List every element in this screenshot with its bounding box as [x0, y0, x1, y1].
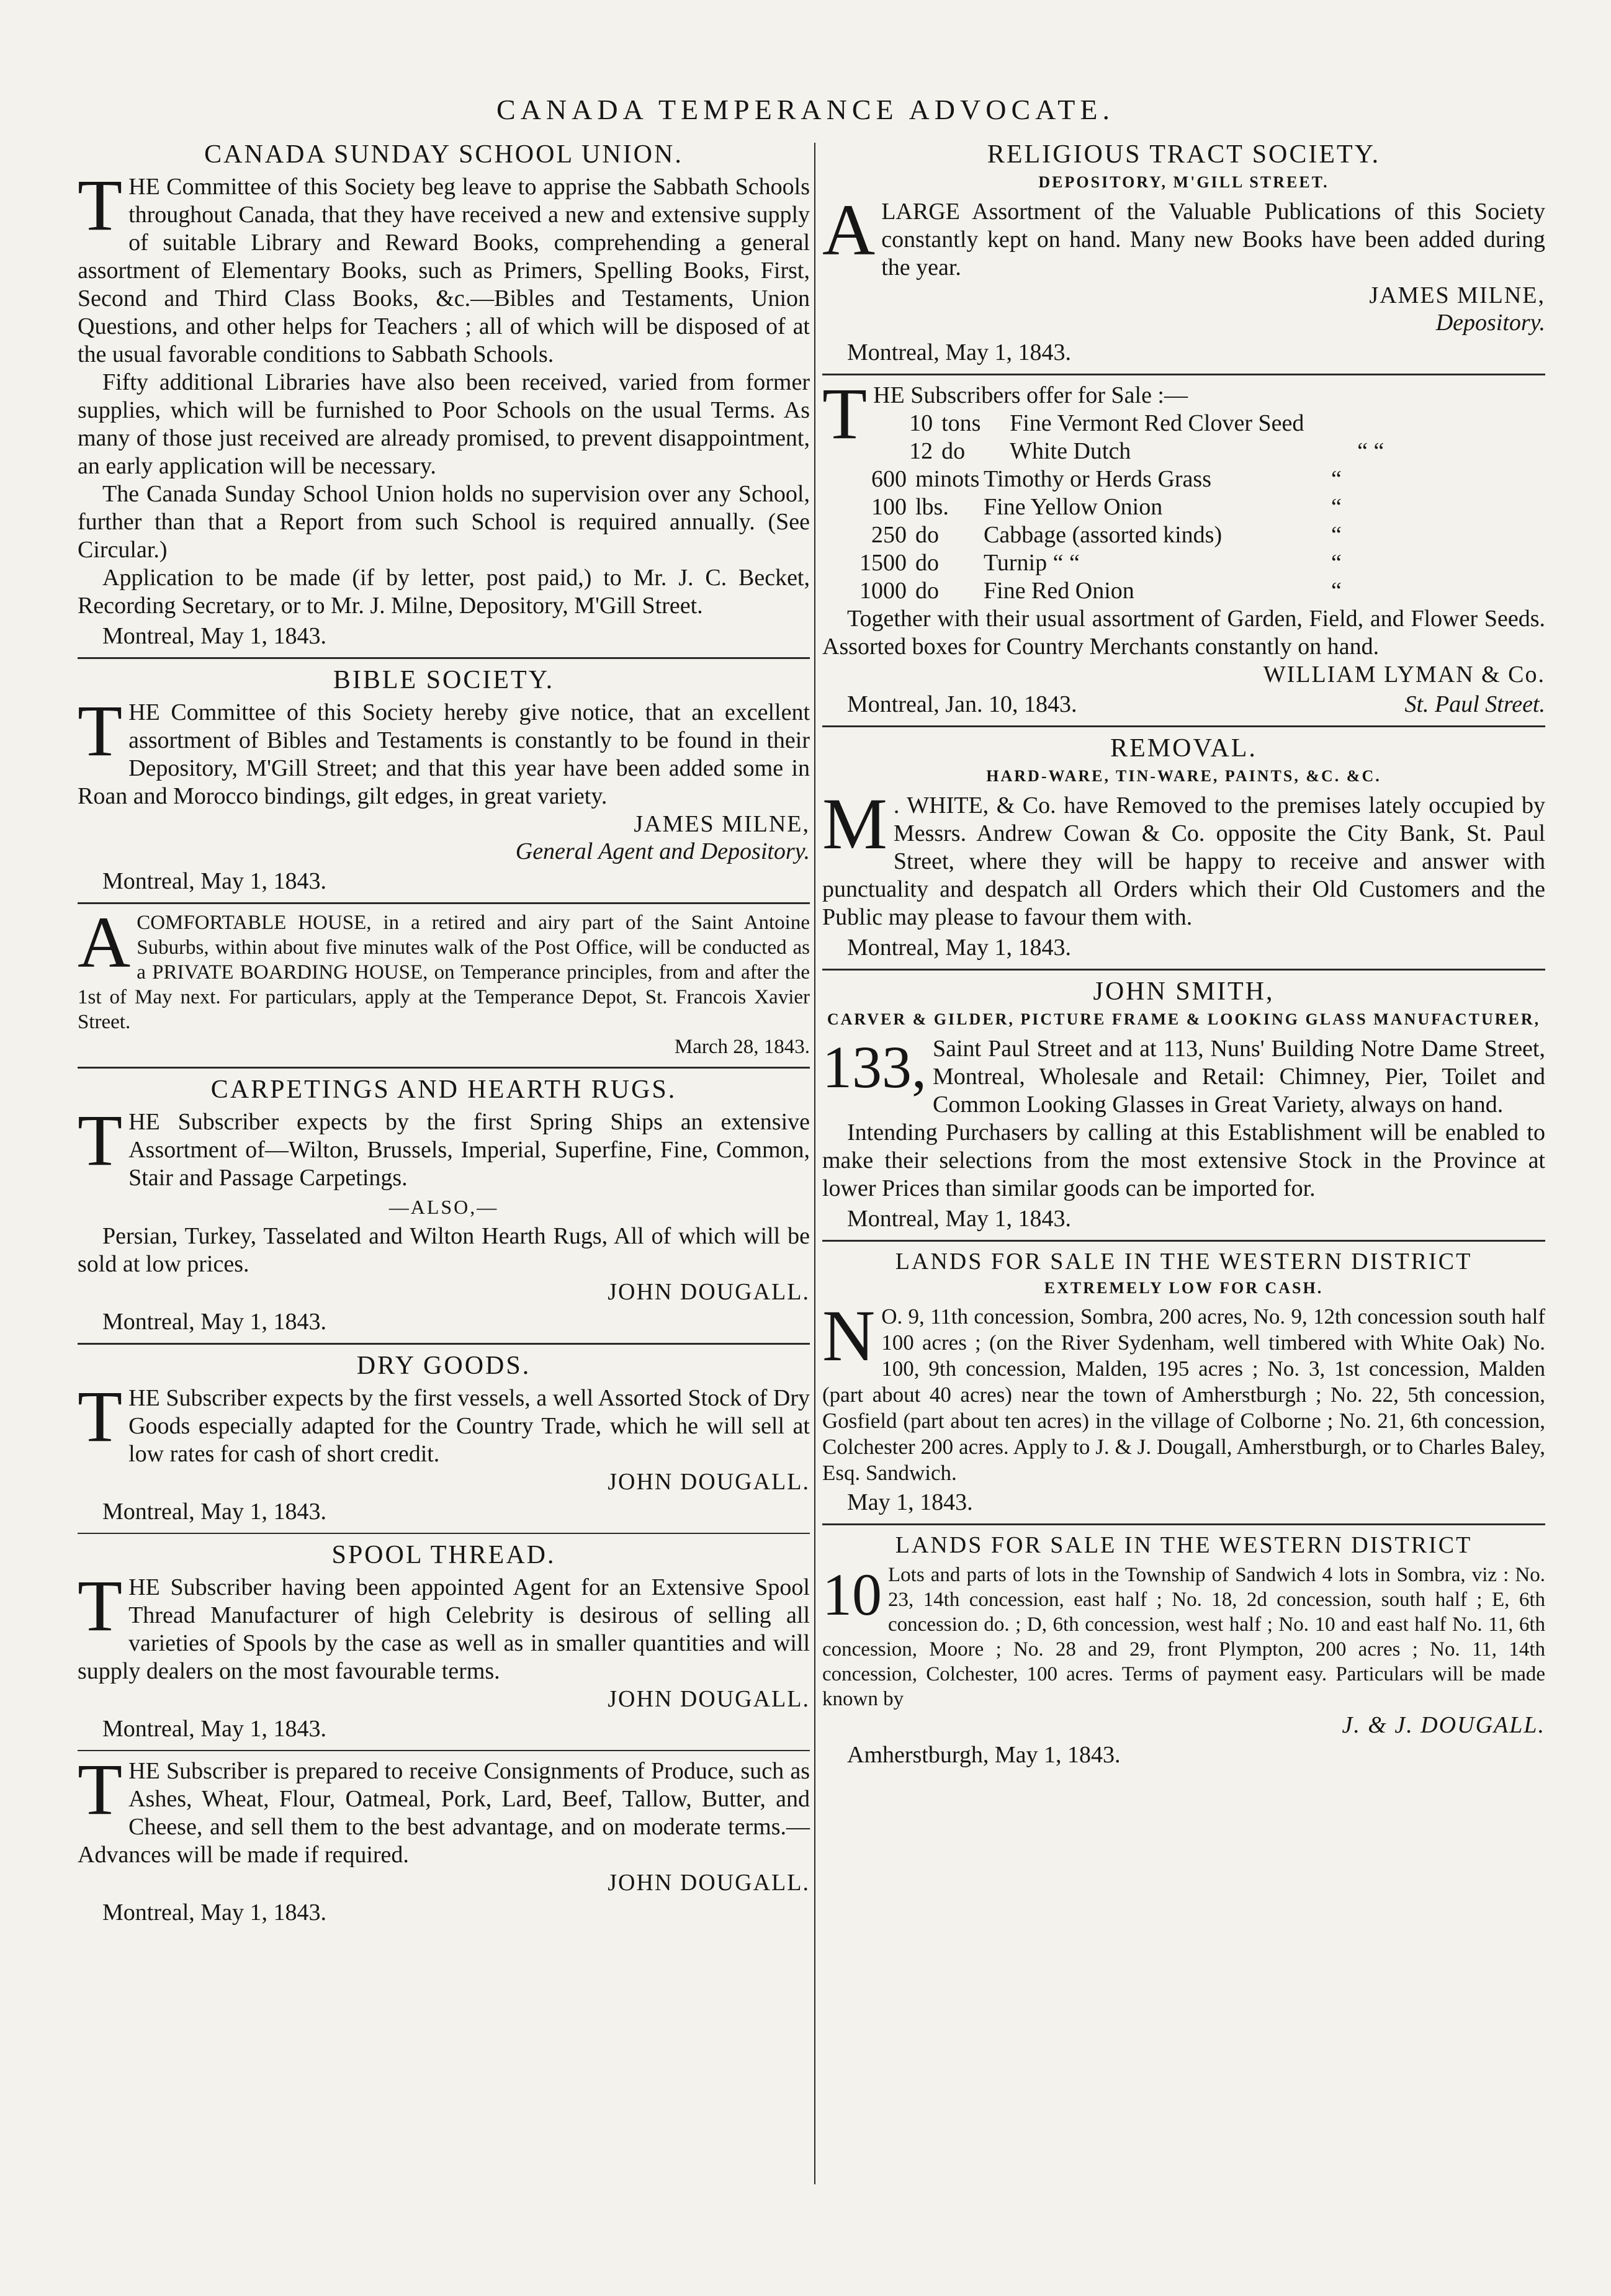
drop-cap: T	[78, 1100, 123, 1181]
paragraph: O. 9, 11th concession, Sombra, 200 acres, No. 9, 12th concession south half 100 acres ; (on the River Sydenham, well timbered with White Oak) No. 100, 9th concession, Malden, 195 acres ; No. 3, 1st concession, Malden (part about 40 acres) near the town of Amherstburgh ; No. 22, 5th concession, Gosfield (part about ten acres) in the village of Colborne ; No. 21, 6th concession, Colchester 200 acres. Apply to J. & J. Dougall, Amherstburgh, or to Charles Baley, Esq. Sandwich.	[822, 1304, 1545, 1485]
seed-cell: do	[915, 578, 939, 604]
drop-cap: M	[822, 783, 887, 864]
ad-title: BIBLE SOCIETY.	[333, 666, 555, 694]
ad-body	[822, 783, 1545, 931]
rule	[78, 902, 810, 904]
paragraph: Together with their usual assortment of Garden, Field, and Flower Seeds. Assorted boxes for Country Merchants constantly on hand.	[822, 606, 1545, 660]
rule	[78, 657, 810, 659]
left-column	[78, 140, 810, 1926]
ad-title: REMOVAL.	[1110, 734, 1257, 763]
dateline: Montreal, May 1, 1843.	[102, 1899, 326, 1926]
signature: WILLIAM LYMAN & Co.	[1263, 661, 1545, 688]
seed-row	[847, 493, 1545, 521]
seed-cell: 12	[909, 438, 933, 464]
paragraph: COMFORTABLE HOUSE, in a retired and airy part of the Saint Antoine Suburbs, within about five minutes walk of the Post Office, will be conducted as a PRIVATE BOARDING HOUSE, on Temperance principles, from and after the 1st of May next. For particulars, apply at the Temperance Depot, St. Francois Xavier Street.	[78, 912, 810, 1033]
seed-cell: do	[941, 438, 966, 464]
seed-row	[847, 521, 1545, 549]
drop-cap: T	[78, 164, 123, 246]
dateline-row	[847, 691, 1545, 718]
rule	[78, 1343, 810, 1345]
paragraph: The Canada Sunday School Union holds no supervision over any School, further than that a Report from such School is required annually. (See Circular.)	[78, 481, 810, 563]
ad-body	[78, 1376, 810, 1468]
dry-goods-ad	[78, 1351, 810, 1525]
ad-body	[822, 1035, 1545, 1203]
ad-body	[822, 1563, 1545, 1711]
seed-cell: 1000	[859, 578, 907, 604]
seed-row	[873, 410, 1545, 437]
ad-body	[78, 690, 810, 810]
rule	[822, 1240, 1545, 1242]
drop-cap: T	[78, 1376, 123, 1457]
also-separator: —ALSO,—	[388, 1196, 499, 1218]
seed-cell: White Dutch	[1010, 438, 1131, 464]
ad-title: DRY GOODS.	[356, 1352, 531, 1380]
rule	[822, 969, 1545, 971]
seed-cell	[1357, 410, 1545, 437]
ad-title: LANDS FOR SALE IN THE WESTERN DISTRICT	[895, 1532, 1473, 1558]
seed-cell: Fine Red Onion	[984, 578, 1134, 604]
signature: JAMES MILNE,	[1369, 282, 1545, 308]
seed-cell: “	[1331, 550, 1342, 576]
paragraph: HE Subscriber is prepared to receive Consignments of Produce, such as Ashes, Wheat, Flour, Oatmeal, Pork, Lard, Beef, Tallow, Butter, and Cheese, and sell them to the best advantage, and on moderate terms.—Advances will be made if required.	[78, 1758, 810, 1868]
sunday-school-ad	[78, 140, 810, 650]
right-column	[822, 140, 1545, 1769]
dateline: Amherstburgh, May 1, 1843.	[847, 1742, 1121, 1768]
ad-title: CARPETINGS AND HEARTH RUGS.	[210, 1075, 677, 1104]
drop-cap: A	[822, 189, 876, 271]
paragraph: HE Subscribers offer for Sale :—	[873, 382, 1188, 408]
spool-thread-ad	[78, 1540, 810, 1742]
carpetings-ad	[78, 1075, 810, 1335]
ad-body	[822, 1295, 1545, 1486]
drop-cap: A	[78, 902, 131, 983]
seed-cell: Turnip “ “	[984, 550, 1080, 576]
ad-subtitle: EXTREMELY LOW FOR CASH.	[1044, 1279, 1324, 1297]
drop-number: 10	[822, 1561, 882, 1628]
paragraph: LARGE Assortment of the Valuable Publications of this Society constantly kept on hand. Many new Books have been added during the year.	[881, 199, 1545, 280]
paragraph: Fifty additional Libraries have also been received, varied from former supplies, which will be furnished to Poor Schools on the usual Terms. As many of those just received are already promised, to prevent disappointment, an early application will be necessary.	[78, 369, 810, 479]
signature: JOHN DOUGALL.	[608, 1870, 810, 1896]
seeds-ad	[822, 373, 1545, 718]
drop-cap: T	[78, 1749, 123, 1830]
seed-cell: Fine Yellow Onion	[984, 494, 1163, 520]
ad-body	[78, 164, 810, 620]
drop-cap: N	[822, 1295, 876, 1376]
dateline: Montreal, May 1, 1843.	[847, 339, 1071, 365]
seed-cell: “	[1331, 522, 1342, 548]
signature: JOHN DOUGALL.	[608, 1469, 810, 1495]
rule	[78, 1533, 810, 1534]
ad-title: RELIGIOUS TRACT SOCIETY.	[987, 140, 1381, 169]
seed-cell: tons	[941, 410, 981, 436]
seed-cell: 1500	[859, 550, 907, 576]
seed-cell: 10	[909, 410, 933, 436]
lands-for-sale-ad-2	[822, 1531, 1545, 1769]
signature: JAMES MILNE,	[634, 811, 810, 837]
dateline: Montreal, May 1, 1843.	[102, 623, 326, 649]
seed-cell: “	[1331, 466, 1342, 492]
dateline: Montreal, May 1, 1843.	[102, 1499, 326, 1525]
paragraph: HE Subscriber expects by the first Spring Ships an extensive Assortment of—Wilton, Brussels, Imperial, Superfine, Fine, Common, Stair and Passage Carpetings.	[128, 1109, 810, 1191]
drop-cap: T	[78, 1565, 123, 1646]
seed-cell: lbs.	[915, 494, 949, 520]
paragraph: Intending Purchasers by calling at this Establishment will be enabled to make their selections from the most extensive Stock in the Province at lower Prices than similar goods can be imported for.	[822, 1119, 1545, 1201]
paragraph: . WHITE, & Co. have Removed to the premises lately occupied by Messrs. Andrew Cowan & Co. opposite the City Bank, St. Paul Street, where they will be happy to receive and answer with punctuality and despatch all Orders which their Old Customers and the Public may please to favour them with.	[822, 792, 1545, 930]
rule	[78, 1750, 810, 1751]
ad-subtitle: CARVER & GILDER, PICTURE FRAME & LOOKING GLASS MANUFACTURER,	[827, 1010, 1541, 1028]
ad-title: SPOOL THREAD.	[331, 1541, 556, 1569]
seed-cell: minots	[915, 466, 980, 492]
dateline: May 1, 1843.	[847, 1489, 973, 1515]
tract-society-ad	[822, 140, 1545, 366]
ad-body	[822, 189, 1545, 282]
ad-body	[78, 1100, 810, 1192]
ad-subtitle: DEPOSITORY, M'GILL STREET.	[1038, 173, 1329, 191]
seed-cell: Cabbage (assorted kinds)	[984, 522, 1223, 548]
paragraph: Application to be made (if by letter, post paid,) to Mr. J. C. Becket, Recording Secretary, or to Mr. J. Milne, Depository, M'Gill Street.	[78, 565, 810, 619]
signature: JOHN DOUGALL.	[608, 1279, 810, 1305]
dateline: March 28, 1843.	[674, 1036, 810, 1058]
seed-cell: do	[915, 550, 939, 576]
paragraph: Persian, Turkey, Tasselated and Wilton Hearth Rugs, All of which will be sold at low prices.	[78, 1223, 810, 1277]
signature-role: General Agent and Depository.	[515, 838, 810, 864]
seed-row	[847, 465, 1545, 493]
street-address: St. Paul Street.	[1404, 691, 1545, 717]
paragraph: Lots and parts of lots in the Township of Sandwich 4 lots in Sombra, viz : No. 23, 14th concession, east half ; No. 18, 2d concession, south half ; E, 6th concession do. ; D, 6th concession, west half ; No. 10 and east half No. 11, 6th concession, Moore ; No. 28 and 29, front Plympton, 200 acres ; No. 11, 14th concession, Colchester, 100 acres. Terms of payment easy. Particulars will be made known by	[822, 1564, 1545, 1710]
seed-row	[847, 549, 1545, 577]
seed-cell: 250	[871, 522, 907, 548]
rule	[822, 374, 1545, 375]
removal-ad	[822, 733, 1545, 961]
consignments-ad	[78, 1749, 810, 1926]
boarding-house-ad	[78, 902, 810, 1059]
signature-role: Depository.	[1435, 310, 1545, 336]
seed-cell: “	[1331, 494, 1342, 520]
ad-subtitle: HARD-WARE, TIN-WARE, PAINTS, &C. &C.	[986, 767, 1381, 785]
seed-row	[873, 437, 1545, 465]
ad-body	[822, 605, 1545, 661]
paragraph: Saint Paul Street and at 113, Nuns' Building Notre Dame Street, Montreal, Wholesale and Retail: Chimney, Pier, Toilet and Common Looking Glasses in Great Variety, always on hand.	[933, 1036, 1545, 1118]
paragraph: HE Committee of this Society beg leave to apprise the Sabbath Schools throughout Canada, that they have received a new and extensive supply of suitable Library and Reward Books, comprehending a general assortment of Elementary Books, such as Primers, Spelling Books, First, Second and Third Class Books, &c.—Bibles and Testaments, Union Questions, and other helps for Teachers ; all of which will be disposed of at the usual favorable conditions to Sabbath Schools.	[78, 174, 810, 367]
drop-cap: T	[822, 373, 868, 454]
john-smith-ad	[822, 977, 1545, 1232]
dateline: Montreal, Jan. 10, 1843.	[847, 691, 1077, 717]
dateline: Montreal, May 1, 1843.	[847, 935, 1071, 961]
rule	[78, 1067, 810, 1069]
drop-number: 133,	[822, 1034, 927, 1100]
seed-cell: 100	[871, 494, 907, 520]
ad-title: LANDS FOR SALE IN THE WESTERN DISTRICT	[895, 1249, 1473, 1275]
seed-cell: “	[1331, 578, 1342, 604]
rule	[822, 1523, 1545, 1525]
ad-title: JOHN SMITH,	[1093, 977, 1275, 1006]
seed-list	[847, 410, 1545, 605]
seed-row	[847, 577, 1545, 605]
ad-body	[78, 1222, 810, 1278]
seed-cell: do	[915, 522, 939, 548]
seed-cell: Timothy or Herds Grass	[984, 466, 1211, 492]
dateline: Montreal, May 1, 1843.	[102, 1309, 326, 1335]
dateline: Montreal, May 1, 1843.	[847, 1206, 1071, 1232]
rule	[822, 725, 1545, 727]
masthead: CANADA TEMPERANCE ADVOCATE.	[496, 94, 1115, 125]
paragraph: HE Subscriber having been appointed Agent for an Extensive Spool Thread Manufacturer of high Celebrity is desirous of selling all varieties of Spools by the case as well as in smaller quantities and will supply dealers on the most favourable terms.	[78, 1574, 810, 1684]
ad-body	[78, 1749, 810, 1869]
signature: J. & J. DOUGALL.	[1342, 1712, 1545, 1738]
lands-for-sale-ad	[822, 1248, 1545, 1516]
ad-title: CANADA SUNDAY SCHOOL UNION.	[204, 140, 683, 169]
column-divider	[814, 143, 815, 2184]
seed-cell: “ “	[1357, 438, 1384, 464]
paragraph: HE Subscriber expects by the first vessels, a well Assorted Stock of Dry Goods especially adapted for the Country Trade, which he will sell at low rates for cash of short credit.	[128, 1385, 810, 1467]
bible-society-ad	[78, 665, 810, 895]
seed-cell: Fine Vermont Red Clover Seed	[1010, 410, 1304, 436]
paragraph: HE Committee of this Society hereby give notice, that an excellent assortment of Bibles and Testaments is constantly to be found in their Depository, M'Gill Street; and that this year have been added some in Roan and Morocco bindings, gilt edges, in great variety.	[78, 699, 810, 809]
ad-body	[78, 1565, 810, 1685]
drop-cap: T	[78, 690, 123, 771]
dateline: Montreal, May 1, 1843.	[102, 1716, 326, 1742]
dateline: Montreal, May 1, 1843.	[102, 868, 326, 894]
signature: JOHN DOUGALL.	[608, 1686, 810, 1712]
seed-cell: 600	[871, 466, 907, 492]
